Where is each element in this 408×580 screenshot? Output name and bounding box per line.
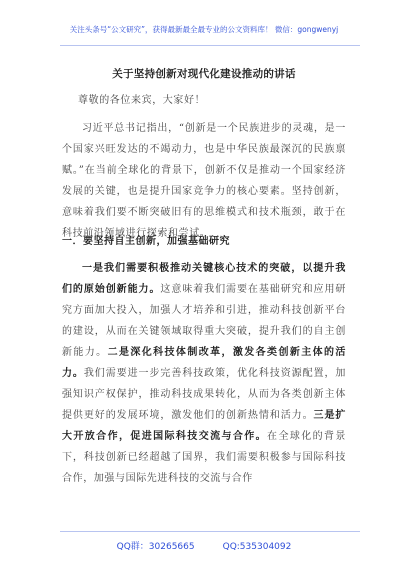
section-heading-1: 一．要坚持自主创新，加强基础研究 bbox=[62, 236, 230, 247]
header-divider bbox=[60, 45, 360, 46]
promo-banner: 关注头条号“公文研究”，获得最新最全最专业的公文资料库！ 微信：gongwenyj bbox=[69, 25, 339, 34]
point-3-bold: 三是扩大开放合作，促进国际科技交流与合作。 bbox=[62, 410, 346, 442]
paragraph-intro: 习近平总书记指出，“创新是一个民族进步的灵魂，是一个国家兴旺发达的不竭动力，也是中华民族最深沉的民族禀赋。”在当前全球化的背景下，创新不仅是推动一个国家经济发展的关键，也是提升国家竞争力的核心要素。坚持创新，意味着我们要不断突破旧有的思维模式和技术瓶颈，敢于在科技前沿领域进行探索和尝试。 bbox=[62, 123, 346, 239]
paragraph-section-1 bbox=[62, 258, 346, 489]
footer-qq-group: QQ群：30265665 bbox=[116, 542, 195, 552]
point-1-text: 这意味着我们需要在基础研究和应用研究方面加大投入，加强人才培养和引进，推动科技创新平台的建设，从而在关键领域取得重大突破，提升我们的自主创新能力。 bbox=[62, 284, 346, 358]
footer-divider bbox=[60, 531, 360, 532]
footer-contact bbox=[0, 539, 408, 552]
footer-qq: QQ:535304092 bbox=[222, 542, 292, 552]
page-title: 关于坚持创新对现代化建设推动的讲话 bbox=[112, 68, 296, 80]
point-2-bold: 二是深化科技体制改革，激发各类创新主体的活力。 bbox=[62, 347, 346, 379]
point-1-bold: 一是我们需要积极推动关键核心技术的突破，以提升我们的原始创新能力。 bbox=[62, 263, 346, 295]
point-3-text: 在全球化的背景下，科技创新已经超越了国界，我们需要积极参与国际科技合作，加强与国际先进科技的交流与合作 bbox=[62, 431, 346, 484]
point-2-text: 我们需要进一步完善科技政策，优化科技资源配置，加强知识产权保护，推动科技成果转化，从而为各类创新主体提供更好的发展环境，激发他们的创新热情和活力。 bbox=[62, 368, 346, 421]
greeting: 尊敬的各位来宾，大家好！ bbox=[78, 95, 206, 106]
